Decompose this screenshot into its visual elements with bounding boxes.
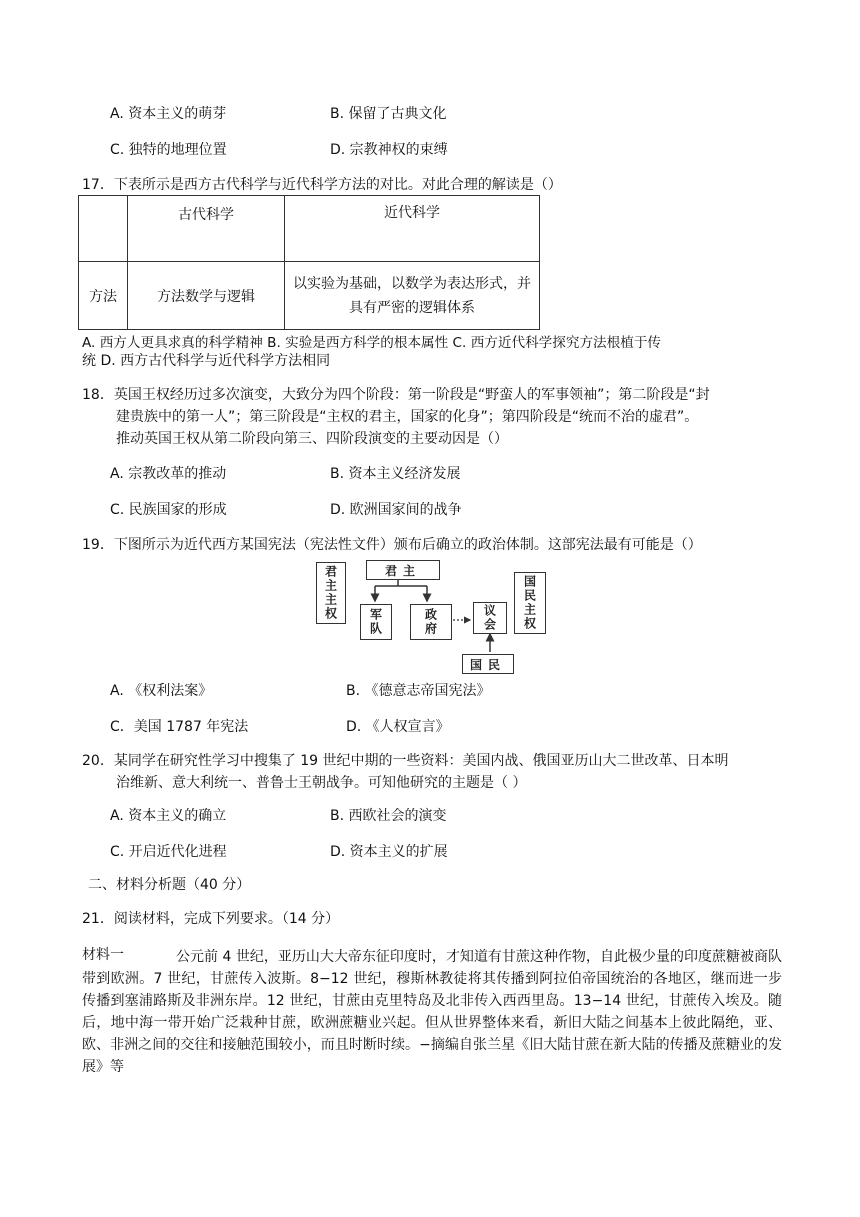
q20-option-d: D. 资本主义的扩展 <box>330 844 448 860</box>
material-1-text: 公元前 4 世纪，亚历山大大帝东征印度时，才知道有甘蔗这种作物，自此极少量的印度蔗糖被商队带到欧洲。7 世纪，甘蔗传入波斯。8−12 世纪，穆斯林教徒将其传播到阿拉伯帝国统治的各地区，继而进一步传播到塞浦路斯及非洲东岸。12 世纪，甘蔗由克里特岛及北非传入西西里岛。13−14 世纪，甘蔗传入埃及。随后，地中海一带开始广泛栽种甘蔗，欧洲蔗糖业兴起。但从世界整体来看，新旧大陆之间基本上彼此隔绝，亚、欧、非洲之间的交往和接触范围较小，而且时断时续。−摘编自张兰星《旧大陆甘蔗在新大陆的传播及蔗糖业的发展》等 <box>82 949 782 1075</box>
q20-option-c: C. 开启近代化进程 <box>110 844 227 860</box>
q20-option-a: A. 资本主义的确立 <box>110 808 227 824</box>
table-cell-modern-method <box>285 262 540 330</box>
q16-option-a: A. 资本主义的萌芽 <box>110 106 227 122</box>
q16-option-d: D. 宗教神权的束缚 <box>330 142 448 158</box>
table-header-modern: 近代科学 <box>285 196 540 262</box>
q19-option-c: C．美国 1787 年宪法 <box>110 719 249 735</box>
box-parliament: 议会 <box>473 602 507 634</box>
box-popular-sovereignty: 国民主权 <box>514 572 546 634</box>
material-1-label: 材料一 <box>82 947 124 963</box>
q20-stem-line-2: 治维新、意大利统一、普鲁士王朝战争。可知他研究的主题是（ ） <box>116 775 527 791</box>
box-monarch: 君主 <box>366 560 440 580</box>
box-government: 政府 <box>410 604 452 640</box>
q17-stem: 17．下表所示是西方古代科学与近代科学方法的对比。对此合理的解读是（） <box>82 177 562 193</box>
table-cell-ancient-method: 方法数学与逻辑 <box>128 262 285 330</box>
q17-options-line-1: A. 西方人更具求真的科学精神 B. 实验是西方科学的根本属性 C. 西方近代科学探究方法根植于传 <box>82 335 662 351</box>
box-people: 国民 <box>462 654 514 674</box>
q18-stem-line-2: 建贵族中的第一人”；第三阶段是“主权的君主，国家的化身”；第四阶段是“统而不治的虚君”。 <box>116 409 699 425</box>
political-system-diagram <box>310 556 560 676</box>
q18-stem-line-1: 18．英国王权经历过多次演变，大致分为四个阶段：第一阶段是“野蛮人的军事领袖”；第二阶段是“封 <box>82 387 710 403</box>
q19-option-d: D. 《人权宣言》 <box>346 719 450 735</box>
q18-option-c: C. 民族国家的形成 <box>110 502 227 518</box>
q18-option-d: D. 欧洲国家间的战争 <box>330 502 462 518</box>
table-row-label: 方法 <box>79 262 128 330</box>
q18-option-a: A. 宗教改革的推动 <box>110 466 227 482</box>
comparison-table <box>78 195 540 330</box>
q21-stem: 21．阅读材料，完成下列要求。（14 分） <box>82 911 340 927</box>
box-monarch-sovereignty: 君主主权 <box>316 562 346 624</box>
q20-option-b: B. 西欧社会的演变 <box>330 808 447 824</box>
q16-option-b: B. 保留了古典文化 <box>330 106 447 122</box>
box-army: 军队 <box>360 604 392 640</box>
q16-option-c: C. 独特的地理位置 <box>110 142 227 158</box>
modern-method-line-1: 以实验为基础，以数学为表达形式，并 <box>293 275 531 292</box>
section-2-title: 二、材料分析题（40 分） <box>88 877 251 893</box>
q19-option-b: B. 《德意志帝国宪法》 <box>346 683 491 699</box>
q18-stem-line-3: 推动英国王权从第二阶段向第三、四阶段演变的主要动因是（） <box>116 431 508 447</box>
table-corner-cell <box>79 196 128 262</box>
q17-options-line-2: 统 D. 西方古代科学与近代科学方法相同 <box>82 353 331 369</box>
q20-stem-line-1: 20．某同学在研究性学习中搜集了 19 世纪中期的一些资料：美国内战、俄国亚历山大二世改革、日本明 <box>82 753 729 769</box>
q19-option-a: A. 《权利法案》 <box>110 683 213 699</box>
q19-stem: 19．下图所示为近代西方某国宪法（宪法性文件）颁布后确立的政治体制。这部宪法最有可能是（） <box>82 537 702 553</box>
table-header-ancient: 古代科学 <box>128 196 285 262</box>
q18-option-b: B. 资本主义经济发展 <box>330 466 461 482</box>
modern-method-line-2: 具有严密的逻辑体系 <box>349 299 475 316</box>
